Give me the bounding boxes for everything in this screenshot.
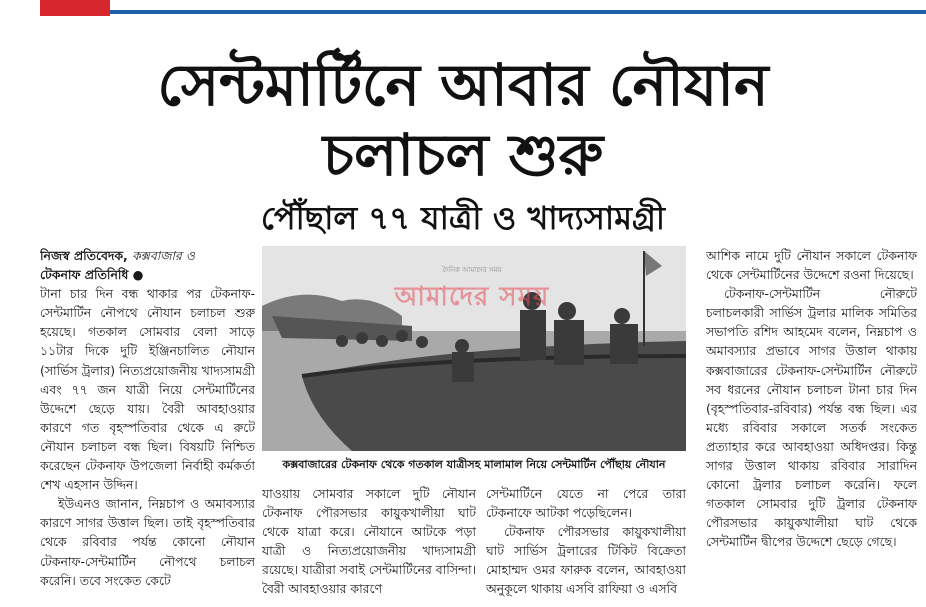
photo-caption: কক্সবাজারের টেকনাফ থেকে গতকাল যাত্রীসহ মালামাল নিয়ে সেন্টমার্টিন পৌঁছায় নৌযান <box>282 458 666 471</box>
top-bar-blue-rule <box>110 10 926 14</box>
column-4-paragraph-1: আশিক নামে দুটি নৌযান সকালে টেকনাফ থেকে সেন্টমার্টিনের উদ্দেশে রওনা দিয়েছে। <box>706 248 917 283</box>
column-2-text: যাওয়ায় সোমবার সকালে দুটি নৌযান টেকনাফ পৌরসভার কায়ুকখালীয়া ঘাট থেকে যাত্রা করে। নৌযানে আটকে পড়া যাত্রী ও নিত্যপ্রয়োজনীয় খাদ্যসামগ্রী রয়েছে। যাত্রীরা সবাই সেন্টমার্টিনের বাসিন্দা। বৈরী আবহাওয়ার কারণে <box>262 486 476 597</box>
watermark-logo: আমাদের সময় <box>394 282 550 312</box>
column-3-paragraph-2: টেকনাফ পৌরসভার কায়ুকখালীয়া ঘাট সার্ভিস ট্রলারের টিকিট বিক্রেতা মোহাম্মদ ওমর ফারুক বলেন, আবহাওয়া অনুকূলে থাকায় এসবি রাফিয়া ও এসবি <box>486 524 686 597</box>
byline-name-2: টেকনাফ প্রতিনিধি ● <box>40 267 144 283</box>
watermark-small-text: দৈনিক আমাদের সময় <box>442 266 502 274</box>
column-3 <box>486 484 686 607</box>
headline-line-2: চলাচল শুরু <box>322 121 604 189</box>
byline-name: নিজস্ব প্রতিবেদক, <box>40 248 128 263</box>
subheadline: পৌঁছাল ৭৭ যাত্রী ও খাদ্যসামগ্রী <box>260 199 666 237</box>
headline <box>30 50 896 190</box>
column-4-paragraph-2: টেকনাফ-সেন্টমার্টিন নৌরুটে চলাচলকারী সার্ভিস ট্রলার মালিক সমিতির সভাপতি রশিদ আহমেদ বলেন, নিম্নচাপ ও অমাবস্যার প্রভাবে সাগর উত্তাল থাকায় কক্সবাজারের টেকনাফ-সেন্টমার্টিন নৌরুটে সব ধরনের নৌযান চলাচল টানা চার দিন (বৃহস্পতিবার-রবিবার) পর্যন্ত বন্ধ ছিল। এর মধ্যে রবিবার সকালে সতর্ক সংকেত প্রত্যাহার করে আবহাওয়া অধিদপ্তর। কিন্তু সাগর উত্তাল থাকায় রবিবার সারাদিন কোনো ট্রলার চলাচল করেনি। ফলে গতকাল সোমবার দুটি ট্রলার টেকনাফ পৌরসভার কায়ুকখালীয়া ঘাট থেকে সেন্টমার্টিন দ্বীপের উদ্দেশে ছেড়ে গেছে। <box>706 286 917 550</box>
top-bar <box>0 0 926 16</box>
top-bar-red-block <box>40 0 110 16</box>
byline-place: কক্সবাজার ও <box>132 248 195 263</box>
column-3-paragraph-1: সেন্টমার্টিনে যেতে না পেরে তারা টেকনাফে আটকা পড়েছিলেন। <box>486 486 686 521</box>
column-4 <box>706 246 917 607</box>
column-2 <box>262 484 476 607</box>
column-1-paragraph-2: ইউএনও জানান, নিম্নচাপ ও অমাবস্যার কারণে সাগর উত্তাল ছিল। তাই বৃহস্পতিবার থেকে রবিবার পর্যন্ত কোনো নৌযান টেকনাফ-সেন্টমার্টিন নৌপথে চলাচল করেনি। তবে সংকেত কেটে <box>40 496 255 588</box>
news-photo <box>262 246 686 451</box>
column-1 <box>40 246 255 607</box>
byline <box>40 246 255 284</box>
headline-line-1: সেন্টমার্টিনে আবার নৌযান <box>157 51 769 119</box>
column-1-paragraph-1: টানা চার দিন বন্ধ থাকার পর টেকনাফ-সেন্টমার্টিন নৌপথে নৌযান চলাচল শুরু হয়েছে। গতকাল সোমবার বেলা সাড়ে ১১টার দিকে দুটি ইঞ্জিনচালিত নৌযান (সার্ভিস ট্রলার) নিত্যপ্রয়োজনীয় খাদ্যসামগ্রী এবং ৭৭ জন যাত্রী নিয়ে সেন্টমার্টিনের উদ্দেশে ছেড়ে যায়। বৈরী আবহাওয়ার কারণে গত বৃহস্পতিবার থেকে এ রুটে নৌযান চলাচল বন্ধ ছিল। বিষয়টি নিশ্চিত করেছেন টেকনাফ উপজেলা নির্বাহী কর্মকর্তা শেখ এহসান উদ্দিন। <box>40 286 255 493</box>
